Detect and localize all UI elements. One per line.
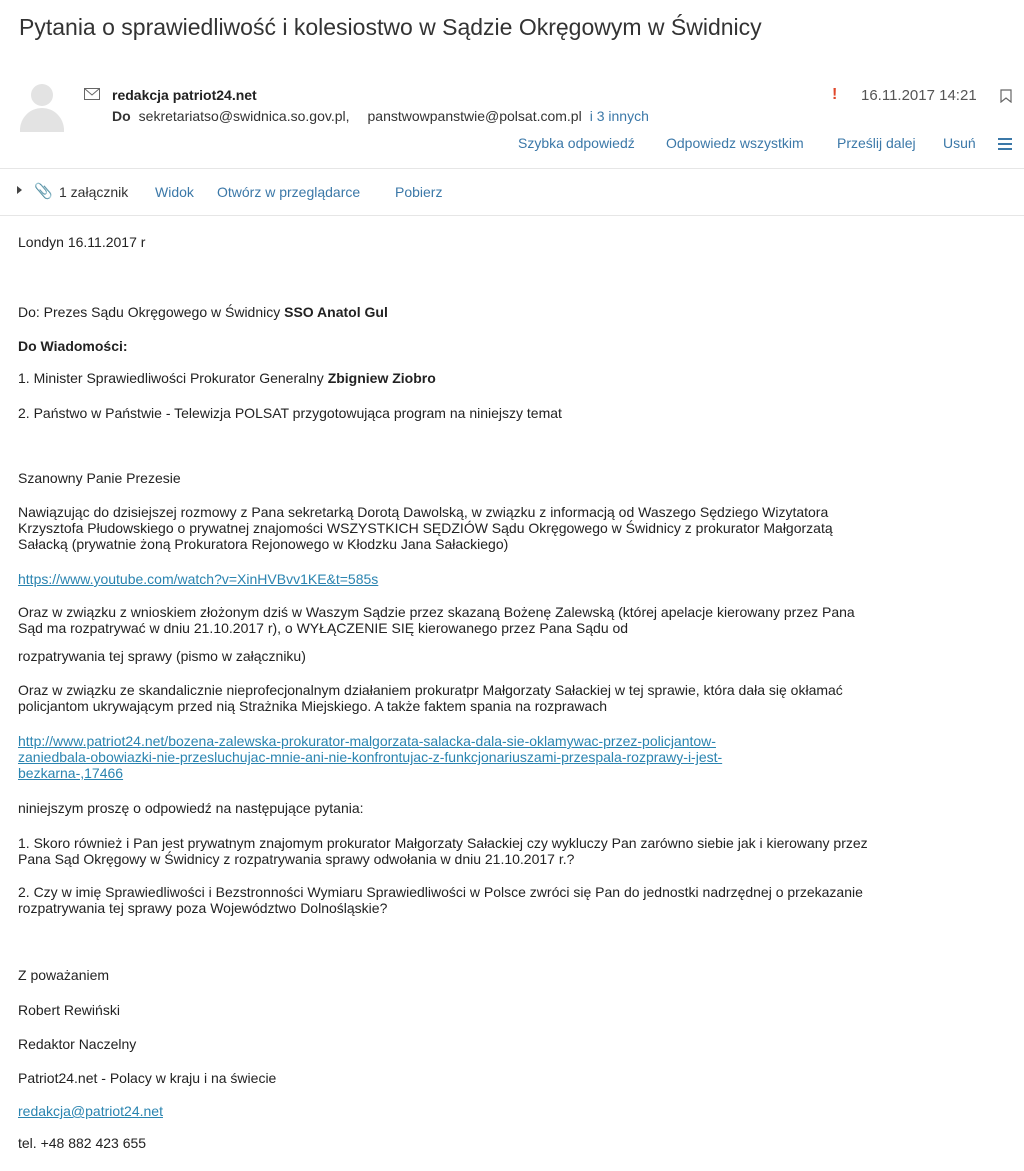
paragraph-1: Nawiązując do dzisiejszej rozmowy z Pana sekretarką Dorotą Dawolską, w związku z informacją od Waszego Sędziego Wizytatora Krzysztofa Płudowskiego o prywatnej znajomości WSZYSTKICH SĘDZIÓW Sądu Okręgowego w Świdnicy z prokurator Małgorzatą Sałacką (prywatnie żoną Prokuratora Rejonowego w Kłodzku Jana Sałackiego) [18,504,833,552]
recipients-line [112,108,649,124]
addressee-prefix: Do: Prezes Sądu Okręgowego w Świdnicy [18,304,285,320]
cc1-prefix: 1. Minister Sprawiedliwości Prokurator Generalny [18,370,328,386]
quick-reply-button[interactable]: Szybka odpowiedź [518,135,635,151]
signature-name: Robert Rewiński [18,1002,120,1018]
addressee-name: SSO Anatol Gul [284,304,388,320]
forward-button[interactable]: Prześlij dalej [837,135,916,151]
email-header [0,78,1024,168]
expand-arrow-icon[interactable] [17,186,22,194]
closing: Z poważaniem [18,967,110,983]
to-label: Do [112,108,131,124]
message-datetime: 16.11.2017 14:21 [861,87,977,104]
cc-heading-text: Do Wiadomości: [18,338,128,354]
divider [0,168,1024,169]
reply-all-button[interactable]: Odpowiedz wszystkim [666,135,804,151]
envelope-icon [84,88,100,100]
message-actions [0,135,1024,157]
article-link-line-2[interactable]: zaniedbala-obowiazki-nie-przesluchujac-mnie-ani-nie-konfrontujac-z-funkcjonariuszami-przespala-rozprawy-i-jest- [18,749,723,765]
request-line: niniejszym proszę o odpowiedź na następujące pytania: [18,800,364,816]
divider [0,215,1024,216]
open-in-browser-link[interactable]: Otwórz w przeglądarce [217,184,361,200]
paragraph-2: Oraz w związku z wnioskiem złożonym dziś w Waszym Sądzie przez skazaną Bożenę Zalewską (której apelacje kierowany przez Pana Sąd ma rozpatrywać w dniu 21.10.2017 r), o WYŁĄCZENIE SIĘ kierowanego przez Pana Sądu od [18,604,855,636]
signature-phone: tel. +48 882 423 655 [18,1135,147,1151]
youtube-link [18,571,878,587]
article-link-line-3[interactable]: bezkarna-,17466 [18,765,124,781]
addressee [18,304,878,320]
cc-item-2: 2. Państwo w Państwie - Telewizja POLSAT przygotowująca program na niniejszy temat [18,405,562,421]
view-attachment-link[interactable]: Widok [155,184,194,200]
signature-email [18,1103,878,1119]
question-2: 2. Czy w imię Sprawiedliwości i Bezstronności Wymiaru Sprawiedliwości w Polsce zwróci się Pan do jednostki nadrzędnej o przekazanie rozpatrywania tej sprawy poza Województwo Dolnośląskie? [18,884,863,916]
cc1-name: Zbigniew Ziobro [327,370,436,386]
paragraph-2-end: rozpatrywania tej sprawy (pismo w załączniku) [18,648,306,664]
menu-icon[interactable] [998,138,1012,153]
recipient-1[interactable]: sekretariatso@swidnica.so.gov.pl, [138,108,350,124]
cc-item-1 [18,370,878,386]
attachments-bar [0,182,1024,204]
sender-name[interactable]: redakcja patriot24.net [112,87,257,103]
question-1: 1. Skoro również i Pan jest prywatnym znajomym prokurator Małgorzaty Sałackiej czy wykluczy Pan zarówno siebie jak i kierowany przez Pana Sąd Okręgowy w Świdnicy z rozpatrywania sprawy odwołania w dniu 21.10.2017 r.? [18,835,868,867]
article-link[interactable] [18,733,878,781]
delete-button[interactable]: Usuń [943,135,976,151]
avatar [20,84,64,132]
cc-heading [18,338,878,354]
recipient-2[interactable]: panstwowpanstwie@polsat.com.pl [367,108,582,124]
download-link[interactable]: Pobierz [395,184,443,200]
article-link-line-1[interactable]: http://www.patriot24.net/bozena-zalewska-prokurator-malgorzata-salacka-dala-sie-oklamywac-przez-policjantow- [18,733,716,749]
email-subject: Pytania o sprawiedliwość i kolesiostwo w Sądzie Okręgowym w Świdnicy [19,14,762,40]
youtube-link-text[interactable]: https://www.youtube.com/watch?v=XinHVBvv1KE&t=585s [18,571,379,587]
more-recipients-link[interactable]: i 3 innych [589,108,649,124]
signature-position: Redaktor Naczelny [18,1036,137,1052]
important-icon: ! [832,86,838,103]
signature-org: Patriot24.net - Polacy w kraju i na świecie [18,1070,277,1086]
greeting: Szanowny Panie Prezesie [18,470,181,486]
signature-email-link[interactable]: redakcja@patriot24.net [18,1103,163,1119]
place-date: Londyn 16.11.2017 r [18,234,146,250]
attachment-count[interactable]: 1 załącznik [59,184,129,200]
paperclip-icon: 📎 [34,183,53,200]
paragraph-3: Oraz w związku ze skandalicznie nieprofecjonalnym działaniem prokuratpr Małgorzaty Sałackiej w tej sprawie, która dała się okłamać policjantom ukrywającym przed nią Strażnika Miejskiego. A także faktem spania na rozprawach [18,682,843,714]
bookmark-icon[interactable] [1000,89,1012,103]
